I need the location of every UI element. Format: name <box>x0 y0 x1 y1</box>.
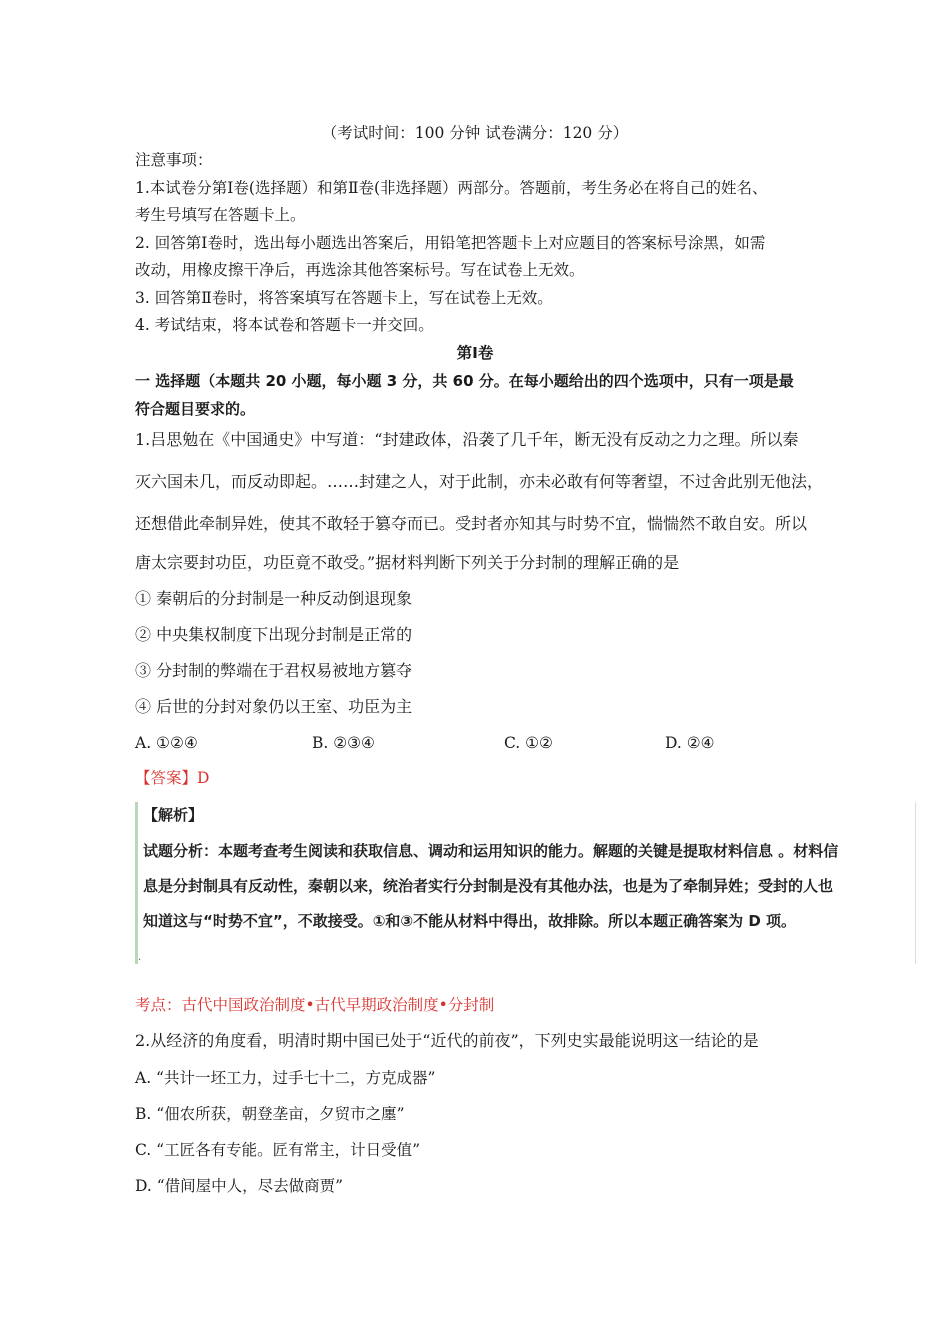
q2-option-d: D. “借间屋中人，尽去做商贾” <box>135 1177 344 1195</box>
q1-stem-line: 1.吕思勉在《中国通史》中写道：“封建政体，沿袭了几千年，断无没有反动之力之理。所以秦 <box>135 430 799 449</box>
q1-option-b: B. ②③④ <box>312 734 375 752</box>
section-heading: 符合题目要求的。 <box>135 400 256 418</box>
notice-line: 4. 考试结束，将本试卷和答题卡一并交回。 <box>135 316 434 334</box>
q2-option-c: C. “工匠各有专能。匠有常主，计日受值” <box>135 1141 421 1159</box>
analysis-line: 知道这与“时势不宜”，不敢接受。①和③不能从材料中得出，故排除。所以本题正确答案为 D 项。 <box>143 912 797 930</box>
q1-stem-line: 灭六国未几，而反动即起。……封建之人，对于此制，亦未必敢有何等奢望，不过舍此别无他法， <box>135 472 824 491</box>
q2-option-b: B. “佃农所获，朝登垄亩，夕贸市之廛” <box>135 1105 405 1123</box>
q1-stem-line: 唐太宗要封功臣，功臣竟不敢受。”据材料判断下列关于分封制的理解正确的是 <box>135 553 680 572</box>
analysis-divider <box>915 802 916 964</box>
q1-item: ④ 后世的分封对象仍以王室、功臣为主 <box>135 697 413 716</box>
exam-info: （考试时间：100 分钟 试卷满分：120 分） <box>321 124 629 142</box>
q1-item: ① 秦朝后的分封制是一种反动倒退现象 <box>135 589 413 608</box>
stray-mark: . <box>138 952 142 963</box>
notice-line: 改动，用橡皮擦干净后，再选涂其他答案标号。写在试卷上无效。 <box>135 261 585 279</box>
q1-answer: 【答案】D <box>135 769 210 787</box>
q2-option-a: A. “共计一坯工力，过手七十二，方克成器” <box>135 1069 436 1087</box>
notice-line: 2. 回答第Ⅰ卷时，选出每小题选出答案后，用铅笔把答题卡上对应题目的答案标号涂黑，如需 <box>135 234 766 252</box>
q1-item: ② 中央集权制度下出现分封制是正常的 <box>135 625 413 644</box>
q1-item: ③ 分封制的弊端在于君权易被地方篡夺 <box>135 661 413 680</box>
q1-option-d: D. ②④ <box>665 734 715 752</box>
notice-line: 1.本试卷分第Ⅰ卷(选择题）和第Ⅱ卷(非选择题）两部分。答题前，考生务必在将自己的姓名、 <box>135 179 768 197</box>
analysis-title: 【解析】 <box>143 806 204 824</box>
analysis-line: 试题分析：本题考查考生阅读和获取信息、调动和运用知识的能力。解题的关键是提取材料信息 。材料信 <box>143 842 839 860</box>
section-heading: 一 选择题（本题共 20 小题，每小题 3 分，共 60 分。在每小题给出的四个选项中，只有一项是最 <box>135 372 794 390</box>
notice-line: 3. 回答第Ⅱ卷时，将答案填写在答题卡上，写在试卷上无效。 <box>135 289 553 307</box>
knowledge-point: 考点：古代中国政治制度•古代早期政治制度•分封制 <box>135 996 495 1014</box>
q1-stem-line: 还想借此牵制异姓，使其不敢轻于篡夺而已。受封者亦知其与时势不宜，惴惴然不敢自安。所以 <box>135 514 808 533</box>
q1-option-a: A. ①②④ <box>135 734 198 752</box>
q1-option-c: C. ①② <box>504 734 553 752</box>
analysis-line: 息是分封制具有反动性，秦朝以来，统治者实行分封制是没有其他办法，也是为了牵制异姓；受封的人也 <box>143 877 834 895</box>
q2-stem: 2.从经济的角度看，明清时期中国已处于“近代的前夜”，下列史实最能说明这一结论的是 <box>135 1031 759 1050</box>
section-title: 第Ⅰ卷 <box>456 344 494 362</box>
notice-title: 注意事项： <box>135 151 213 169</box>
analysis-box <box>135 802 916 964</box>
notice-line: 考生号填写在答题卡上。 <box>135 206 306 224</box>
